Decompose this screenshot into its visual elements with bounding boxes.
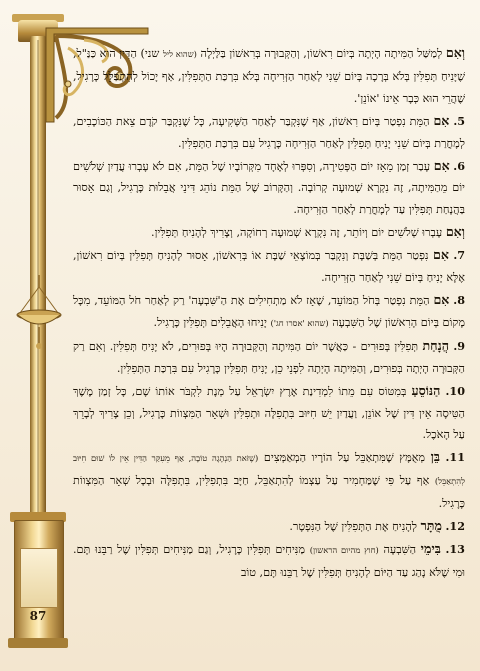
paragraph bbox=[73, 446, 465, 515]
column-pedestal-panel bbox=[20, 548, 58, 608]
paragraph-lead-word: הַנּוֹסֵעַ bbox=[411, 382, 441, 398]
paragraph-number: 8. bbox=[453, 292, 465, 307]
paragraph-lead-word: הֲנָחַת bbox=[422, 337, 449, 353]
paragraph-text: תְּפִלִּין בְּפוּרִים - כַּאֲשֶׁר יוֹם הַמִּיתָה וְהַקְּבוּרָה הָיוּ בְּפוּרִים, לֹא יָנִיחַ תְּפִלִּין. וְאִם רַק הַקְּבוּרָה הָיְתָה בְּפוּרִים, וְהַמִּיתָה הָיְתָה לִפְנֵי כֵן, יָנִיחַ תְּפִלִּין כָּרָגִיל עִם בִּרְכַּת הַתְּפִלִּין. bbox=[73, 339, 465, 375]
paragraph-lead-word: בֵּן bbox=[430, 449, 440, 465]
paragraph-number: 5. bbox=[453, 113, 466, 128]
paragraph-lead-word: מֻתָּר bbox=[420, 518, 442, 534]
paragraph-lead-word: בִּימֵי bbox=[420, 540, 441, 556]
paragraph-text-continued: אַף עַל פִּי שֶׁמַּחְמִיר עַל עַצְמוֹ לְהִתְאַבֵּל, חַיָּב בִּתְפִלִּין, בִּתְפִלָּה וּבְכָל שְׁאָר הַמִּצְווֹת כָּרָגִיל. bbox=[73, 474, 465, 511]
ornamental-column bbox=[0, 0, 72, 671]
paragraph-lead-word: אִם bbox=[433, 291, 450, 307]
paragraph-text: הַשִּׁבְעָה bbox=[383, 542, 416, 556]
paragraph-text-continued: מַנִּיחִים תְּפִלִּין כָּרָגִיל, וְגַם מַנִּיחִים תְּפִלִּין שֶׁל רַבֵּנוּ תָּם. וּמִי שֶׁלֹּא נָהַג עַד הַיּוֹם לְהָנִיחַ תְּפִלִּין שֶׁל רַבֵּנוּ תָּם, טוֹב bbox=[73, 542, 465, 579]
paragraph-number: 11. bbox=[445, 450, 465, 465]
paragraph bbox=[73, 289, 465, 335]
paragraph-lead-word: וְאִם bbox=[445, 45, 466, 60]
column-foot bbox=[8, 638, 68, 648]
paragraph bbox=[73, 110, 465, 155]
paragraph-number: 6. bbox=[453, 158, 465, 173]
paragraph-number: 9. bbox=[453, 338, 466, 353]
paragraph-text: הַמֵּת נִפְטַר בְּיוֹם רִאשׁוֹן, אַף שֶׁנִּקְבַּר לְאַחַר הַשְּׁקִיעָה, כָּל שֶׁנִּקְבַּר קֹדֶם צֵאת הַכּוֹכָבִים, לְמָחֳרַת בְּיוֹם שֵׁנִי יָנִיחַ תְּפִלִּין לְאַחַר הַזְּרִיחָה כָּרָגִיל עִם בִּרְכַּת הַתְּפִלִּין. bbox=[73, 114, 465, 150]
page-number: 87 bbox=[29, 609, 47, 623]
paragraph bbox=[73, 515, 465, 538]
paragraph-note: (חוץ מהיום הראשון) bbox=[309, 544, 379, 555]
paragraph bbox=[73, 42, 465, 110]
paragraph bbox=[73, 244, 465, 289]
paragraph-lead-word: וְאִם bbox=[445, 224, 465, 240]
paragraph-lead-word: אִם bbox=[432, 247, 449, 263]
paragraph-text: בְּמִטּוֹס עִם מֵתוֹ לִמְדִינַת אֶרֶץ יִשְׂרָאֵל עַל מְנָת לִקְבֹּר אוֹתוֹ שָׁם, כָּל זְמַן מֶשֶׁךְ הַטִּיסָה אֵין דִּין שֶׁל אוֹנֵן, וַעֲדַיִן יֵשׁ חִיּוּב בִּתְפִלָּה וּתְפִלִּין וּשְׁאָר הַמִּצְווֹת כָּרָגִיל, וְכֵן צָרִיךְ לְבָרֵךְ עַל הָאֹכֶל. bbox=[73, 384, 465, 442]
paragraph-text: מְאֻמָּץ שֶׁמִּתְאַבֵּל עַל הוֹרָיו הַמְאַמְּצִים bbox=[263, 451, 426, 465]
paragraph bbox=[73, 155, 465, 222]
paragraph-text: נִפְטַר הַמֵּת בְּשַׁבָּת וְנִקְבַּר בְּמוֹצָאֵי שַׁבָּת אוֹ בְּרִאשׁוֹן, אָסוּר לְהָנִיחַ תְּפִלִּין בְּיוֹם רִאשׁוֹן, אֶלָּא יָנִיחַ בְּיוֹם שֵׁנִי לְאַחַר הַזְּרִיחָה. bbox=[73, 249, 465, 285]
paragraph-text: לְהָנִיחַ אֶת הַתְּפִלִּין שֶׁל הַנִּפְטָר. bbox=[289, 520, 418, 534]
hanging-lamp-icon bbox=[14, 275, 64, 350]
paragraph bbox=[73, 335, 465, 380]
paragraph-number: 13. bbox=[445, 541, 465, 556]
paragraph-text: עָבַר זְמַן מֵאָז יוֹם הַפְּטִירָה, וְסִפְּרוּ לְאֶחָד מִקְּרוֹבָיו שֶׁל הַמֵּת, אִם לֹא עָבְרוּ עֲדַיִן שְׁלֹשִׁים יוֹם מֵהַמִּיתָה, זֶה נִקְרָא שְׁמוּעָה קְרוֹבָה. וְהַקָּרוֹב שֶׁל הַמֵּת נוֹהֵג דִּינֵי אֲבֵלוּת כָּרָגִיל, וְגַם אָסוּר בַּהֲנָחַת תְּפִלִּין עַד לְמָחֳרַת לְאַחַר הַזְּרִיחָה. bbox=[73, 159, 465, 217]
paragraph-lead-word: אִם bbox=[433, 112, 450, 128]
paragraph bbox=[73, 221, 465, 244]
paragraph-lead-word: אִם bbox=[433, 157, 450, 173]
paragraph bbox=[73, 538, 465, 584]
paragraph-text: לְמַשַּׁל הַמִּיתָה הָיְתָה בְּיוֹם רִאשׁוֹן, וְהַקְּבוּרָה בְּרִאשׁוֹן בַּלַּיְלָה bbox=[200, 47, 443, 60]
paragraph-number: 12. bbox=[445, 519, 465, 534]
paragraph-note: (שֶׁזֹּאת הַנְהָגָה טוֹבָה, אַף מֵעִקַּר הַדִּין אֵין לוֹ שׁוּם חִיּוּב לְהִתְאַבֵּל) bbox=[73, 453, 465, 487]
paragraph-note: (שהוא ליל bbox=[162, 49, 197, 59]
paragraph-number: 7. bbox=[453, 248, 466, 263]
paragraph bbox=[73, 380, 465, 447]
body-text bbox=[73, 42, 465, 584]
paragraph-text-continued: יָנִיחוּ הָאֲבֵלִים תְּפִלִּין כָּרָגִיל. bbox=[153, 315, 267, 329]
paragraph-number: 10. bbox=[445, 383, 465, 398]
paragraph-text: עָבְרוּ שְׁלֹשִׁים יוֹם וְיוֹתֵר, זֶה נִקְרָא שְׁמוּעָה רְחוֹקָה, וְצָרִיךְ לְהָנִיחַ תְּפִלִּין. bbox=[151, 226, 443, 240]
paragraph-note: (שהוא 'אסרו חג') bbox=[270, 317, 329, 328]
paragraph-text-continued: שני) הַדִּין הוּא כַּנַּ"ל, שֶׁיָּנִיחַ תְּפִלִּין בְּלֹא בְּרָכָה בְּיוֹם שֵׁנִי לְאַחַר הַזְּרִיחָה בְּלֹא בִּרְכַּת הַתְּפִלִּין, אַף יָכוֹל לְהִתְפַּלֵּל כָּרָגִיל, שֶׁהֲרֵי הוּא כְּבָר אֵינוֹ 'אוֹנֵן'. bbox=[73, 47, 465, 105]
paragraph-text: הַמֵּת נִפְטַר בְּחֹל הַמּוֹעֵד, שֶׁאָז לֹא מַתְחִילִים אֶת הַ'שִּׁבְעָה' רַק לְאַחַר חֹל הַמּוֹעֵד, מִכָּל מָקוֹם בְּיוֹם הָרִאשׁוֹן שֶׁל הַשִּׁבְעָה bbox=[73, 293, 465, 329]
